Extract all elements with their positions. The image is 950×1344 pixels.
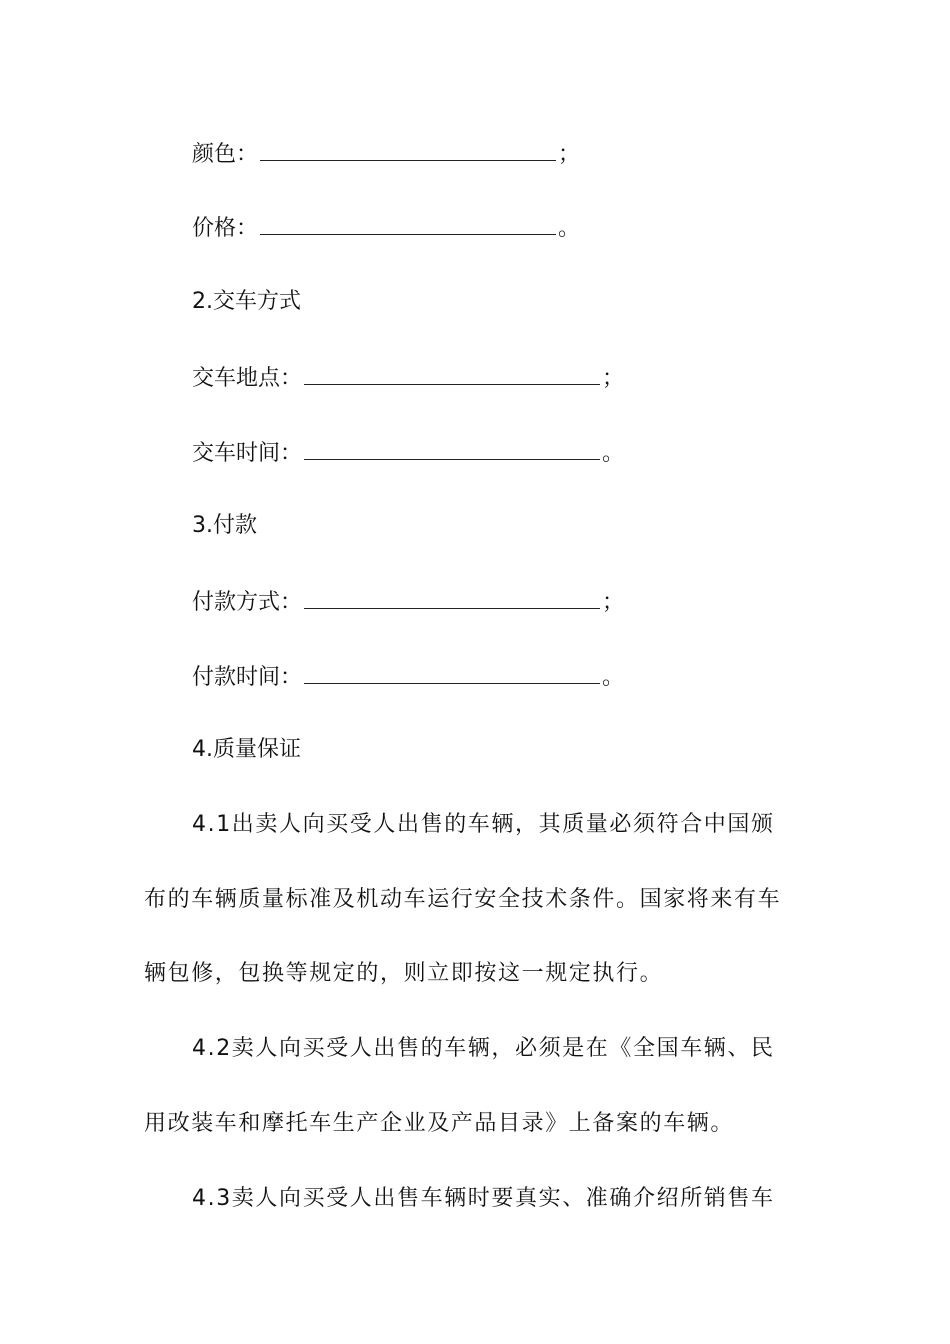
delivery-time-field — [192, 437, 624, 469]
delivery-time-end: 。 — [602, 441, 625, 466]
delivery-time-label: 交车时间： — [192, 441, 303, 466]
heading-quality: 4.质量保证 — [192, 737, 301, 762]
payment-method-end: ； — [602, 590, 625, 615]
paragraph-4-3-line-1: 4.3卖人向买受人出售车辆时要真实、准确介绍所销售车 — [192, 1186, 775, 1211]
color-field — [192, 138, 580, 170]
delivery-place-label: 交车地点： — [192, 366, 303, 391]
payment-time-label: 付款时间： — [192, 665, 303, 690]
color-blank[interactable] — [260, 138, 556, 161]
price-label: 价格： — [192, 216, 259, 241]
paragraph-4-2-line-2: 用改装车和摩托车生产企业及产品目录》上备案的车辆。 — [144, 1111, 735, 1136]
color-end: ； — [558, 142, 581, 167]
heading-delivery: 2.交车方式 — [192, 289, 301, 314]
price-field — [192, 212, 580, 244]
price-blank[interactable] — [260, 212, 556, 235]
payment-time-blank[interactable] — [304, 661, 600, 684]
payment-time-end: 。 — [602, 665, 625, 690]
paragraph-4-2-line-1: 4.2卖人向买受人出售的车辆，必须是在《全国车辆、民 — [192, 1036, 775, 1061]
payment-method-blank[interactable] — [304, 586, 600, 609]
paragraph-4-1-line-3: 辆包修，包换等规定的，则立即按这一规定执行。 — [144, 961, 664, 986]
heading-payment: 3.付款 — [192, 513, 257, 538]
payment-time-field — [192, 661, 624, 693]
price-end: 。 — [558, 216, 581, 241]
color-label: 颜色： — [192, 142, 259, 167]
delivery-place-end: ； — [602, 366, 625, 391]
paragraph-4-1-line-2: 布的车辆质量标准及机动车运行安全技术条件。国家将来有车 — [144, 887, 782, 912]
payment-method-label: 付款方式： — [192, 590, 303, 615]
delivery-place-field — [192, 362, 624, 394]
delivery-time-blank[interactable] — [304, 437, 600, 460]
payment-method-field — [192, 586, 624, 618]
delivery-place-blank[interactable] — [304, 362, 600, 385]
paragraph-4-1-line-1: 4.1出卖人向买受人出售的车辆，其质量必须符合中国颁 — [192, 812, 775, 837]
